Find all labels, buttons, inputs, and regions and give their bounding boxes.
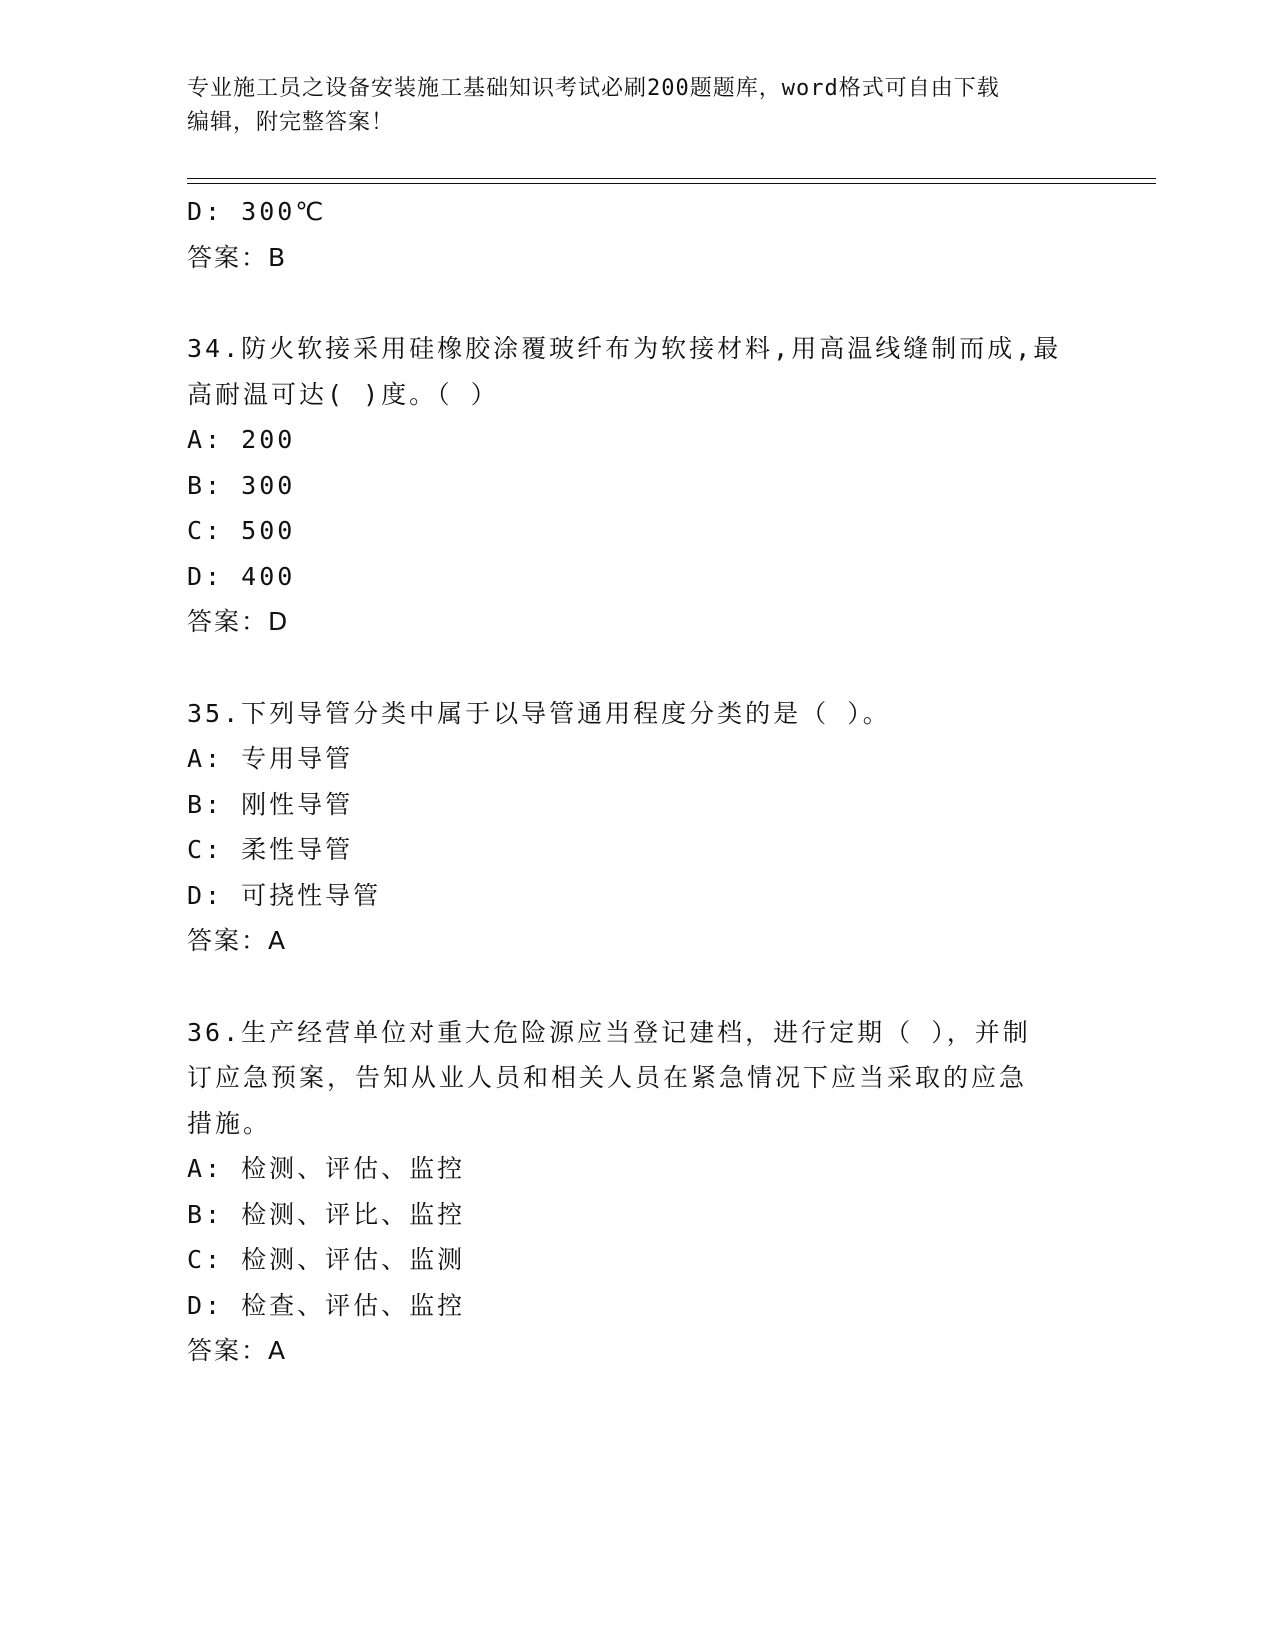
question-35 [187,691,1087,964]
option-b: B: 300 [187,470,296,500]
option-a: A: 200 [187,425,296,454]
option-d: D: 可挠性导管 [187,880,382,910]
question-stem-line: 措施。 [187,1108,272,1138]
header-line-1: 专业施工员之设备安装施工基础知识考试必刷200题题库，word格式可自由下载 [187,76,1000,101]
header-divider-top [187,178,1156,179]
document-header [187,72,1077,140]
header-divider-bottom [187,183,1156,184]
question-stem-line: 高耐温可达( )度。（ ） [187,379,499,409]
option-c: C: 500 [187,516,296,545]
option-b: B: 刚性导管 [187,789,354,819]
option-a: A: 专用导管 [187,744,354,773]
question-stem-line: 34.防火软接采用硅橡胶涂覆玻纤布为软接材料,用高温线缝制而成,最 [187,334,1062,363]
option-d-prev: D: 300℃ [187,197,327,226]
question-list [187,189,1087,1374]
question-34 [187,326,1087,645]
header-line-2: 编辑，附完整答案！ [187,110,395,135]
question-36 [187,1010,1087,1374]
question-stem-line: 36.生产经营单位对重大危险源应当登记建档，进行定期（ ），并制 [187,1017,1031,1047]
spacer [187,280,1087,326]
spacer [187,964,1087,1010]
answer: 答案：D [187,607,290,636]
question-stem-line: 35.下列导管分类中属于以导管通用程度分类的是（ ）。 [187,698,891,728]
option-d: D: 400 [187,561,296,591]
option-c: C: 检测、评估、监测 [187,1245,466,1274]
spacer [187,645,1087,691]
option-b: B: 检测、评比、监控 [187,1199,466,1229]
option-a: A: 检测、评估、监控 [187,1154,466,1183]
question-stem-line: 订应急预案，告知从业人员和相关人员在紧急情况下应当采取的应急 [187,1063,1028,1092]
option-c: C: 柔性导管 [187,835,354,864]
option-d: D: 检查、评估、监控 [187,1290,466,1320]
answer: 答案：A [187,1336,288,1365]
answer: 答案：A [187,926,288,955]
answer-prev: 答案：B [187,242,288,272]
